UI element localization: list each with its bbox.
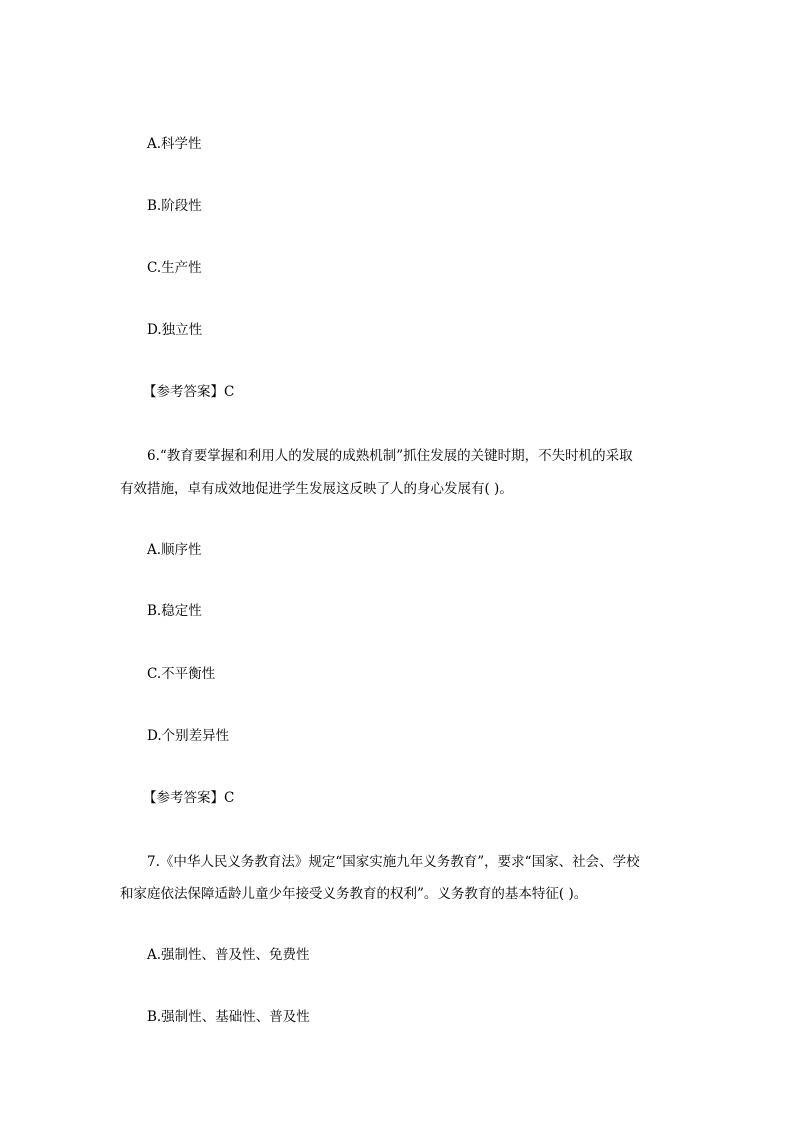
answer-label: 【参考答案】C (143, 790, 235, 806)
option-d: D.个别差异性 (147, 728, 230, 744)
question-7-line-1: 7.《中华人民义务教育法》规定“国家实施九年义务教育”，要求“国家、社会、学校 (147, 854, 640, 870)
question-6-line-2: 有效措施，卓有成效地促进学生发展这反映了人的身心发展有( )。 (120, 481, 513, 497)
option-d: D.独立性 (147, 322, 203, 338)
question-7-line-2: 和家庭依法保障适龄儿童少年接受义务教育的权利”。义务教育的基本特征( )。 (120, 886, 588, 902)
option-a: A.顺序性 (147, 542, 202, 558)
answer-label: 【参考答案】C (143, 384, 235, 400)
option-a: A.强制性、普及性、免费性 (147, 947, 310, 963)
question-6-line-1: 6.“教育要掌握和利用人的发展的成熟机制”抓住发展的关键时期，不失时机的采取 (147, 448, 633, 464)
option-b: B.强制性、基础性、普及性 (147, 1009, 310, 1025)
option-c: C.生产性 (147, 260, 202, 276)
option-a: A.科学性 (147, 136, 202, 152)
option-c: C.不平衡性 (147, 666, 216, 682)
option-b: B.阶段性 (147, 198, 202, 214)
option-b: B.稳定性 (147, 603, 202, 619)
